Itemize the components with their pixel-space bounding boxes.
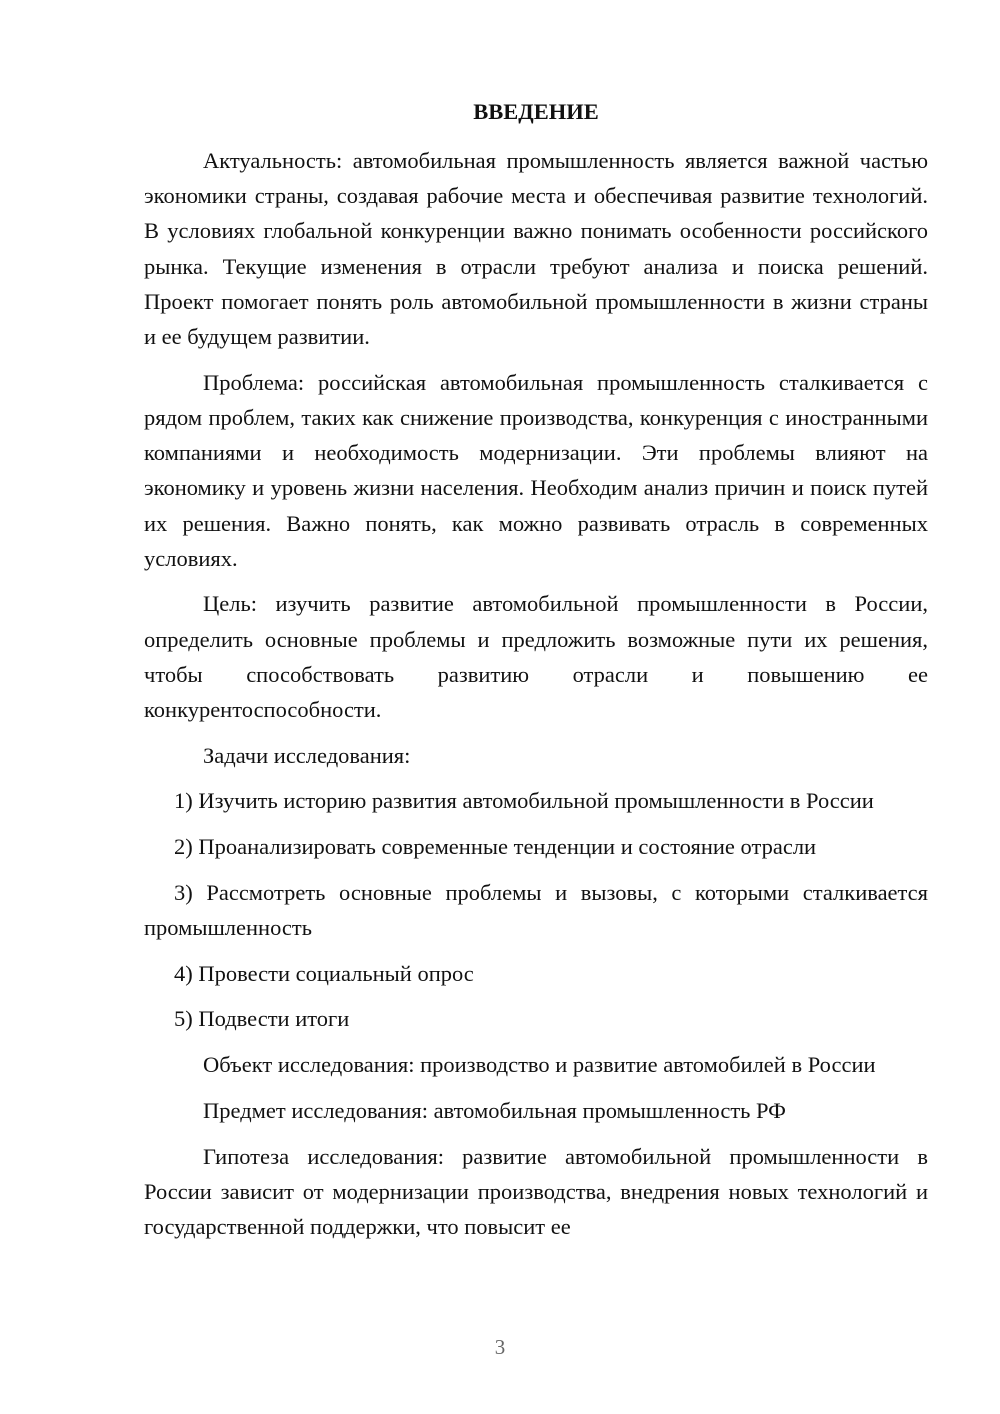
- paragraph-problem: Проблема: российская автомобильная промышленность сталкивается с рядом проблем, таких как снижение производства, конкуренция с иностранными компаниями и необходимость модернизации. Эти проблемы влияют на экономику и уровень жизни населения. Необходим анализ причин и поиск путей их решения. Важно понять, как можно развивать отрасль в современных условиях.: [144, 369, 928, 571]
- task-item: 5) Подвести итоги: [174, 1006, 350, 1032]
- paragraph-hypothesis: Гипотеза исследования: развитие автомобильной промышленности в России зависит от модернизации производства, внедрения новых технологий и государственной поддержки, что повысит ее: [144, 1143, 928, 1239]
- task-item: 3) Рассмотреть основные проблемы и вызовы, с которыми сталкивается промышленность: [144, 879, 928, 941]
- paragraph-object: Объект исследования: производство и развитие автомобилей в России: [203, 1052, 876, 1078]
- page-title: ВВЕДЕНИЕ: [473, 99, 599, 124]
- paragraph-relevance: Актуальность: автомобильная промышленность является важной частью экономики страны, создавая рабочие места и обеспечивая развитие технологий. В условиях глобальной конкуренции важно понимать особенности российского рынка. Текущие изменения в отрасли требуют анализа и поиска решений. Проект помогает понять роль автомобильной промышленности в жизни страны и ее будущем развитии.: [144, 148, 928, 350]
- task-item: 2) Проанализировать современные тенденции и состояние отрасли: [174, 834, 817, 860]
- tasks-list: [144, 783, 928, 1036]
- tasks-heading: Задачи исследования:: [203, 742, 411, 768]
- task-item: 1) Изучить историю развития автомобильной промышленности в России: [174, 788, 874, 814]
- page-number: 3: [494, 1335, 506, 1359]
- paragraph-subject: Предмет исследования: автомобильная промышленность РФ: [203, 1097, 786, 1123]
- page-content: [144, 94, 928, 1255]
- paragraph-goal: Цель: изучить развитие автомобильной промышленности в России, определить основные проблемы и предложить возможные пути их решения, чтобы способствовать развитию отрасли и повышению ее конкурентоспособности.: [144, 591, 928, 723]
- task-item: 4) Провести социальный опрос: [174, 960, 474, 986]
